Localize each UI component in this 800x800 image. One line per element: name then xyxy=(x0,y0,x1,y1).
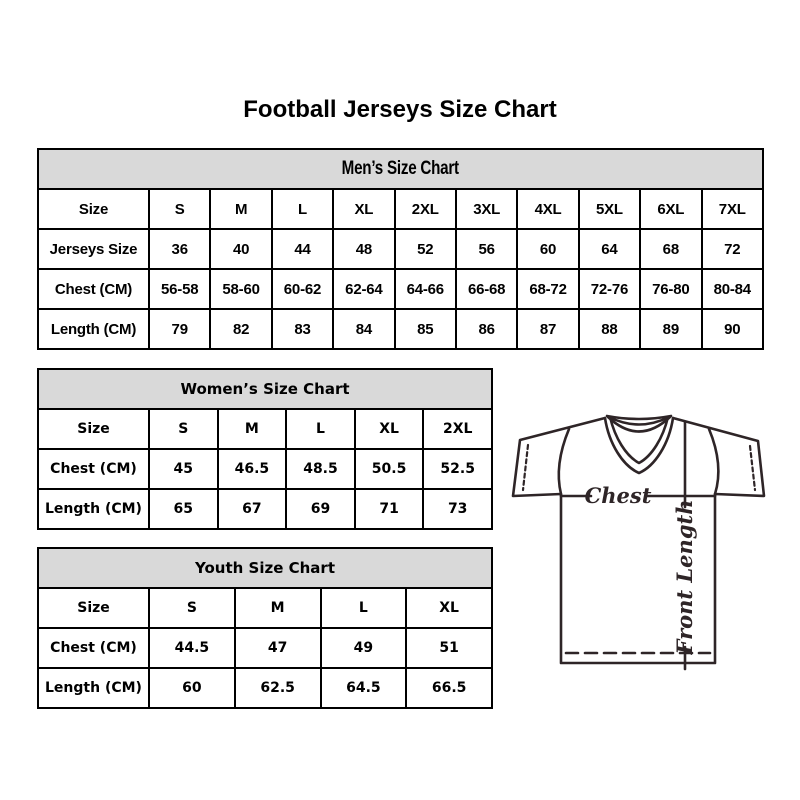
value-cell: 80-84 xyxy=(702,269,763,309)
value-cell: XL xyxy=(333,189,394,229)
right-cuff-stitch-line xyxy=(750,446,755,490)
value-cell: 49 xyxy=(321,628,407,668)
jersey-outline xyxy=(513,418,764,663)
left-armhole-seam xyxy=(559,429,569,494)
jersey-diagram xyxy=(502,410,772,675)
value-cell: 46.5 xyxy=(218,449,287,489)
value-cell: 64 xyxy=(579,229,640,269)
value-cell: 56-58 xyxy=(149,269,210,309)
value-cell: 47 xyxy=(235,628,321,668)
value-cell: 82 xyxy=(210,309,271,349)
right-armhole-seam xyxy=(709,429,718,494)
size-table xyxy=(37,148,764,350)
table-title-text: Youth Size Chart xyxy=(195,559,335,577)
value-cell: S xyxy=(149,409,218,449)
value-cell: L xyxy=(272,189,333,229)
value-cell: 60 xyxy=(149,668,235,708)
row-label-cell: Jerseys Size xyxy=(38,229,149,269)
row-label-cell: Chest (CM) xyxy=(38,269,149,309)
collar-top-edge xyxy=(607,416,671,419)
value-cell: 85 xyxy=(395,309,456,349)
value-cell: 52 xyxy=(395,229,456,269)
jersey-svg xyxy=(502,410,772,675)
table-title-text: Men’s Size Chart xyxy=(341,158,460,179)
value-cell: 72-76 xyxy=(579,269,640,309)
value-cell: 3XL xyxy=(456,189,517,229)
value-cell: 83 xyxy=(272,309,333,349)
mens-size-chart-table xyxy=(37,148,764,348)
value-cell: 6XL xyxy=(640,189,701,229)
value-cell: 66-68 xyxy=(456,269,517,309)
value-cell: 60 xyxy=(517,229,578,269)
value-cell: 68 xyxy=(640,229,701,269)
youth-size-chart-table xyxy=(37,547,493,707)
row-label-cell: Length (CM) xyxy=(38,668,149,708)
value-cell: 51 xyxy=(406,628,492,668)
value-cell: 45 xyxy=(149,449,218,489)
row-label-cell: Length (CM) xyxy=(38,309,149,349)
value-cell: 65 xyxy=(149,489,218,529)
value-cell: XL xyxy=(355,409,424,449)
value-cell: XL xyxy=(406,588,492,628)
value-cell: 66.5 xyxy=(406,668,492,708)
jersey-line-art xyxy=(513,416,764,669)
value-cell: 89 xyxy=(640,309,701,349)
womens-size-chart-table xyxy=(37,368,493,528)
value-cell: 72 xyxy=(702,229,763,269)
value-cell: 44.5 xyxy=(149,628,235,668)
size-table xyxy=(37,547,493,709)
table-title xyxy=(38,369,492,409)
table-title xyxy=(38,548,492,588)
value-cell: 71 xyxy=(355,489,424,529)
left-cuff-stitch-line xyxy=(523,445,528,490)
value-cell: 40 xyxy=(210,229,271,269)
value-cell: 2XL xyxy=(395,189,456,229)
value-cell: 5XL xyxy=(579,189,640,229)
size-table xyxy=(37,368,493,530)
row-label-cell: Size xyxy=(38,588,149,628)
value-cell: S xyxy=(149,588,235,628)
table-title xyxy=(38,149,763,189)
value-cell: 79 xyxy=(149,309,210,349)
row-label-cell: Size xyxy=(38,409,149,449)
value-cell: 7XL xyxy=(702,189,763,229)
collar-outer-v xyxy=(605,418,673,473)
value-cell: 52.5 xyxy=(423,449,492,489)
value-cell: M xyxy=(235,588,321,628)
value-cell: 48.5 xyxy=(286,449,355,489)
value-cell: 64.5 xyxy=(321,668,407,708)
value-cell: 88 xyxy=(579,309,640,349)
value-cell: 60-62 xyxy=(272,269,333,309)
row-label-cell: Chest (CM) xyxy=(38,628,149,668)
value-cell: M xyxy=(210,189,271,229)
front-length-label: Front Length xyxy=(672,499,697,655)
value-cell: 50.5 xyxy=(355,449,424,489)
value-cell: 2XL xyxy=(423,409,492,449)
value-cell: 44 xyxy=(272,229,333,269)
value-cell: S xyxy=(149,189,210,229)
value-cell: 67 xyxy=(218,489,287,529)
value-cell: 4XL xyxy=(517,189,578,229)
value-cell: 68-72 xyxy=(517,269,578,309)
row-label-cell: Size xyxy=(38,189,149,229)
value-cell: 69 xyxy=(286,489,355,529)
value-cell: 48 xyxy=(333,229,394,269)
value-cell: 76-80 xyxy=(640,269,701,309)
table-title-text: Women’s Size Chart xyxy=(180,380,350,398)
value-cell: 58-60 xyxy=(210,269,271,309)
value-cell: 62-64 xyxy=(333,269,394,309)
value-cell: L xyxy=(286,409,355,449)
value-cell: 86 xyxy=(456,309,517,349)
value-cell: L xyxy=(321,588,407,628)
row-label-cell: Length (CM) xyxy=(38,489,149,529)
value-cell: 36 xyxy=(149,229,210,269)
value-cell: 64-66 xyxy=(395,269,456,309)
value-cell: 84 xyxy=(333,309,394,349)
row-label-cell: Chest (CM) xyxy=(38,449,149,489)
value-cell: 56 xyxy=(456,229,517,269)
page-title: Football Jerseys Size Chart xyxy=(243,96,557,123)
value-cell: 62.5 xyxy=(235,668,321,708)
value-cell: 73 xyxy=(423,489,492,529)
value-cell: M xyxy=(218,409,287,449)
value-cell: 87 xyxy=(517,309,578,349)
value-cell: 90 xyxy=(702,309,763,349)
chest-label: Chest xyxy=(584,483,652,508)
